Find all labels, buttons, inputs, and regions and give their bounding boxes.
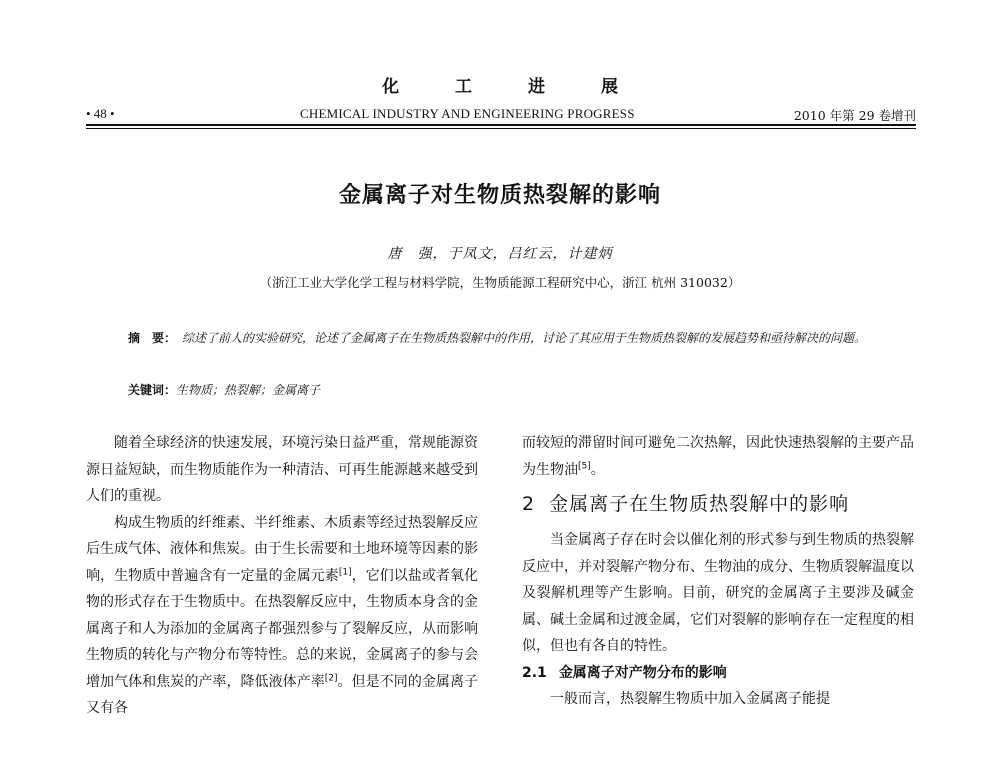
- keywords-label: 关键词：: [128, 383, 177, 397]
- article-title: 金属离子对生物质热裂解的影响: [338, 183, 661, 208]
- abstract-label: 摘 要：: [128, 331, 177, 345]
- paragraph-text: ，它们以盐或者氧化物的形式存在于生物质中。在热裂解反应中，生物质本身含的金属离子和人为添加的金属离子都强烈参与了裂解反应，从而影响生物质的转化与产物分布等特性。总的来说，金属离子的参与会增加气体和焦炭的产率，降低液体产率: [86, 567, 479, 690]
- section-number: 2: [522, 493, 536, 515]
- header-rule-thin: [86, 128, 916, 129]
- journal-name-char: 展: [601, 77, 618, 97]
- paragraph-text: 构成生物质的纤维素、半纤维素、木质素等经过热裂解反应后生成气体、液体和焦炭。由于生长需要和土地环境等因素的影响，生物质中普遍含有一定量的金属元素: [86, 514, 478, 584]
- paragraph: [522, 430, 914, 483]
- citation-ref: [1]: [338, 566, 352, 577]
- issue-info: 2010 年第 29 卷增刊: [793, 108, 916, 123]
- page-number: • 48 •: [86, 106, 115, 121]
- journal-name-char: 进: [528, 77, 545, 97]
- article-authors: 唐 强，于凤文，吕红云，计建炳: [387, 246, 613, 262]
- paragraph: 随着全球经济的快速发展，环境污染日益严重，常规能源资源日益短缺，而生物质能作为一种清洁、可再生能源越来越受到人们的重视。: [86, 435, 478, 504]
- subsection-heading: [522, 660, 914, 686]
- paragraph-text: 而较短的滞留时间可避免二次热解，因此快速热裂解的主要产品为生物油: [522, 435, 914, 478]
- keywords: [128, 381, 898, 398]
- citation-ref: [5]: [578, 460, 591, 471]
- paragraph: 当金属离子存在时会以催化剂的形式参与到生物质的热裂解反应中，并对裂解产物分布、生物油的成分、生物质裂解温度以及裂解机理等产生影响。目前，研究的金属离子主要涉及碱金属、碱土金属和过渡金属，它们对裂解的影响存在一定程度的相似，但也有各自的特性。: [522, 532, 914, 654]
- subsection-title: 金属离子对产物分布的影响: [558, 664, 727, 681]
- journal-title-en: CHEMICAL INDUSTRY AND ENGINEERING PROGRESS: [300, 106, 635, 121]
- journal-name-cn: [0, 72, 1000, 97]
- abstract: [128, 325, 898, 351]
- paragraph: [86, 510, 478, 722]
- journal-name-char: 工: [455, 77, 472, 97]
- section-title: 金属离子在生物质热裂解中的影响: [549, 493, 850, 515]
- section-heading: [522, 489, 914, 519]
- paragraph: 一般而言，热裂解生物质中加入金属离子能提: [550, 690, 830, 707]
- keywords-text: 生物质；热裂解；金属离子: [176, 383, 321, 397]
- article-affiliation: （浙江工业大学化学工程与材料学院，生物质能源工程研究中心，浙江 杭州 310032）: [259, 275, 741, 290]
- abstract-text: 综述了前人的实验研究，论述了金属离子在生物质热裂解中的作用，讨论了其应用于生物质热裂解的发展趋势和亟待解决的问题。: [182, 331, 867, 345]
- left-column: [86, 430, 478, 722]
- paragraph-text: 。但是不同的金属离子又有各: [86, 673, 479, 716]
- subsection-number: 2.1: [522, 664, 547, 681]
- right-column: [522, 430, 914, 712]
- header-rule-thick: [86, 124, 916, 126]
- citation-ref: [2]: [324, 672, 338, 683]
- paragraph-text: 。: [590, 461, 605, 478]
- journal-name-char: 化: [382, 77, 399, 97]
